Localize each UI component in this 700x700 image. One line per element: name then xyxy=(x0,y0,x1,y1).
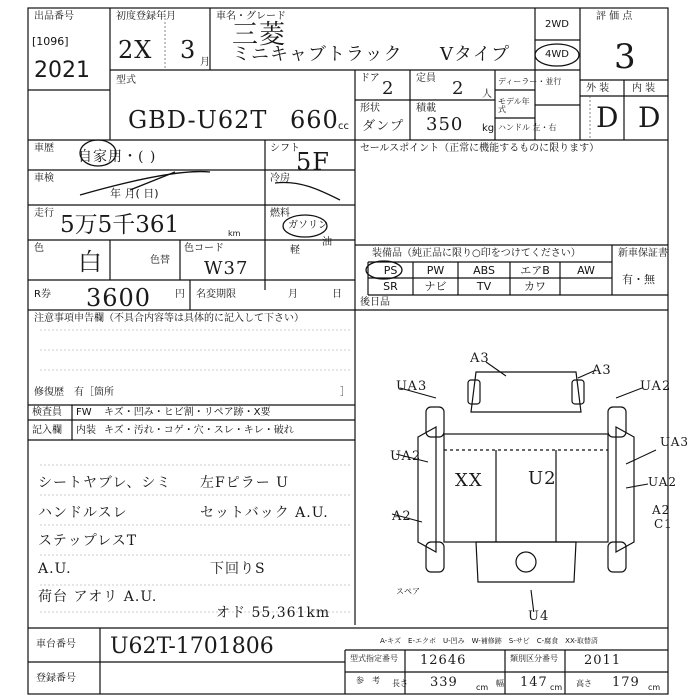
equip-tv: TV xyxy=(476,280,492,293)
ref-label: 参 考 xyxy=(356,676,380,685)
fw-items: キズ・凹み・ヒビ割・リペア跡・X要 xyxy=(104,407,271,418)
repair-label: 修復歴 有［箇所 xyxy=(34,387,114,398)
reg-expire-label: 名変期限 xyxy=(196,289,236,300)
doors-label: ドア xyxy=(360,73,380,84)
equip-sr: SR xyxy=(383,280,398,293)
width-value: 147 xyxy=(520,675,548,690)
mark-u2: U2 xyxy=(528,468,557,489)
equip-leather: カワ xyxy=(524,280,546,293)
car-name-label: 車名・グレード xyxy=(216,11,286,22)
mark-xx: XX xyxy=(455,470,483,491)
dealer-label: ディーラー・並行 xyxy=(498,77,562,86)
inspection-label: 車検 xyxy=(34,173,54,184)
sales-point-label: セールスポイント（正常に機能するものに限ります） xyxy=(360,143,600,154)
note-right-2: セットバック A.U. xyxy=(200,505,329,521)
note-line-3: ステップレスT xyxy=(38,533,138,549)
note-right-4: 下回りS xyxy=(210,561,266,577)
odometer-note: オド 55,361km xyxy=(216,605,331,621)
inspector-label: 検査員 xyxy=(32,407,62,418)
shift-label: シフト xyxy=(270,143,300,154)
note-line-4: A.U. xyxy=(38,561,72,577)
length-unit: cm xyxy=(476,683,489,692)
kg-unit: kg xyxy=(482,123,495,134)
month-unit: 月 xyxy=(200,57,210,68)
mark-ua3-right: UA3 xyxy=(660,435,690,449)
warranty-label: 新車保証書 xyxy=(618,248,668,259)
int-check-label: 内装 xyxy=(76,425,96,436)
color-code-label: 色コード xyxy=(184,243,224,254)
equip-airbag: エアB xyxy=(520,264,550,277)
mark-a3-left: A3 xyxy=(470,351,490,366)
maker-name: 三菱 xyxy=(232,20,287,50)
length-label: 長さ xyxy=(392,679,408,688)
height-unit: cm xyxy=(648,683,661,692)
length-value: 339 xyxy=(430,675,458,690)
notes-title: 注意事項申告欄（不具合内容等は具体的に記入して下さい） xyxy=(34,313,304,324)
chassis-label: 車台番号 xyxy=(36,639,76,650)
model-year-label: モデル年式 xyxy=(498,97,530,114)
class-num-value: 2011 xyxy=(584,653,622,668)
note-line-1: シートヤブレ、シミ xyxy=(38,475,172,491)
lot-number: 2021 xyxy=(34,58,90,83)
ext-grade: D xyxy=(596,101,620,134)
yen-unit: 円 xyxy=(175,289,185,300)
doors-value: 2 xyxy=(382,78,395,99)
class-num-label: 類別区分番号 xyxy=(510,654,558,663)
mileage-value: 5万5千361 xyxy=(60,212,180,238)
width-unit: cm xyxy=(550,683,563,692)
type-num-label: 型式指定番号 xyxy=(350,654,398,663)
km-unit: km xyxy=(228,229,241,238)
note-line-2: ハンドルスレ xyxy=(38,505,128,521)
height-label: 高さ xyxy=(576,679,592,688)
load-label: 積載 xyxy=(416,103,436,114)
spare-label: スペア xyxy=(396,587,420,596)
note-right-1: 左Fピラー U xyxy=(200,475,289,491)
equip-ps: PS xyxy=(383,264,398,277)
ext-label: 外 装 xyxy=(586,83,610,94)
person-unit: 人 xyxy=(482,89,492,100)
drive-4wd: 4WD xyxy=(545,49,569,60)
grade-name: Vタイプ xyxy=(440,44,511,65)
score-value: 3 xyxy=(614,37,637,77)
chassis-value: U62T-1701806 xyxy=(110,634,274,659)
mark-ua2-right: UA2 xyxy=(640,379,672,394)
equipment-title: 装備品（純正品に限り○印をつけてください） xyxy=(372,248,581,259)
lot-label: 出品番号 xyxy=(34,11,74,22)
fuel-oil: 油 xyxy=(322,237,332,248)
drive-2wd: 2WD xyxy=(545,19,569,30)
shape-label: 形状 xyxy=(360,103,380,114)
mark-ua2-left: UA2 xyxy=(390,449,422,464)
repair-bracket: ］ xyxy=(340,387,350,398)
damage-legend: A-キズ E-エクボ U-凹み W-補修跡 S-サビ C-腐食 XX-取替済 xyxy=(380,637,598,645)
ac-label: 冷房 xyxy=(270,173,290,184)
note-line-5: 荷台 アオリ A.U. xyxy=(38,589,158,605)
cc-unit: cc xyxy=(338,121,349,132)
equip-navi: ナビ xyxy=(424,280,447,293)
color-label: 色 xyxy=(34,243,44,254)
recycle-value: 3600 xyxy=(86,284,152,312)
type-num-value: 12646 xyxy=(420,653,467,668)
recycle-label: R券 xyxy=(34,289,51,300)
capacity-value: 2 xyxy=(452,78,465,99)
color-code: W37 xyxy=(204,258,249,279)
fw-label: FW xyxy=(76,407,92,418)
equip-pw: PW xyxy=(426,264,445,277)
capacity-label: 定員 xyxy=(416,73,436,84)
int-check-items: キズ・汚れ・コゲ・穴・スレ・キレ・破れ xyxy=(104,425,294,436)
shape-value: ダンプ xyxy=(362,119,405,134)
model-code: GBD-U62T xyxy=(128,106,268,134)
fuel-label: 燃料 xyxy=(270,208,290,219)
width-label: 幅 xyxy=(496,679,504,688)
retrofit-label: 後日品 xyxy=(360,297,390,308)
inspection-value: 年 月( 日) xyxy=(110,187,159,200)
first-reg-label: 初度登録年月 xyxy=(116,11,176,22)
color-change-label: 色替 xyxy=(150,255,170,266)
day-label: 日 xyxy=(332,289,342,300)
mark-c1-right: C1 xyxy=(654,517,673,531)
load-value: 350 xyxy=(426,114,464,135)
shift-value: 5F xyxy=(296,148,330,176)
equip-aw: AW xyxy=(577,264,595,277)
first-reg-month: 3 xyxy=(180,36,197,64)
mark-ua3-left: UA3 xyxy=(396,379,428,394)
fuel-gas: ガソリン xyxy=(288,220,328,231)
handle-label: ハンドル 左・右 xyxy=(498,123,557,132)
score-label: 評 価 点 xyxy=(596,11,633,22)
fuel-light: 軽 xyxy=(290,245,300,256)
first-reg-year: 2X xyxy=(118,36,153,64)
color-value: 白 xyxy=(78,248,103,276)
month-label: 月 xyxy=(288,289,298,300)
mark-u4: U4 xyxy=(528,609,550,624)
mark-ua2-right-2: UA2 xyxy=(648,475,678,489)
mark-a2-left: A2 xyxy=(392,509,412,524)
int-label: 内 装 xyxy=(632,83,656,94)
type-label: 型式 xyxy=(116,75,136,86)
inspector-label-2: 記入欄 xyxy=(32,425,62,436)
height-value: 179 xyxy=(612,675,640,690)
mark-a3-right: A3 xyxy=(592,363,612,378)
warranty-value: 有・無 xyxy=(622,273,655,286)
mileage-label: 走行 xyxy=(34,208,54,219)
model-name: ミニキャブトラック xyxy=(232,44,403,65)
int-grade: D xyxy=(638,101,662,134)
history-label: 車歴 xyxy=(34,143,54,154)
history-value: 自家用・( ) xyxy=(78,149,157,165)
equip-abs: ABS xyxy=(473,264,495,277)
mark-a2-right: A2 xyxy=(652,503,671,517)
reg-label: 登録番号 xyxy=(36,673,76,684)
lot-code: [1096] xyxy=(32,35,69,48)
displacement: 660 xyxy=(290,106,339,134)
